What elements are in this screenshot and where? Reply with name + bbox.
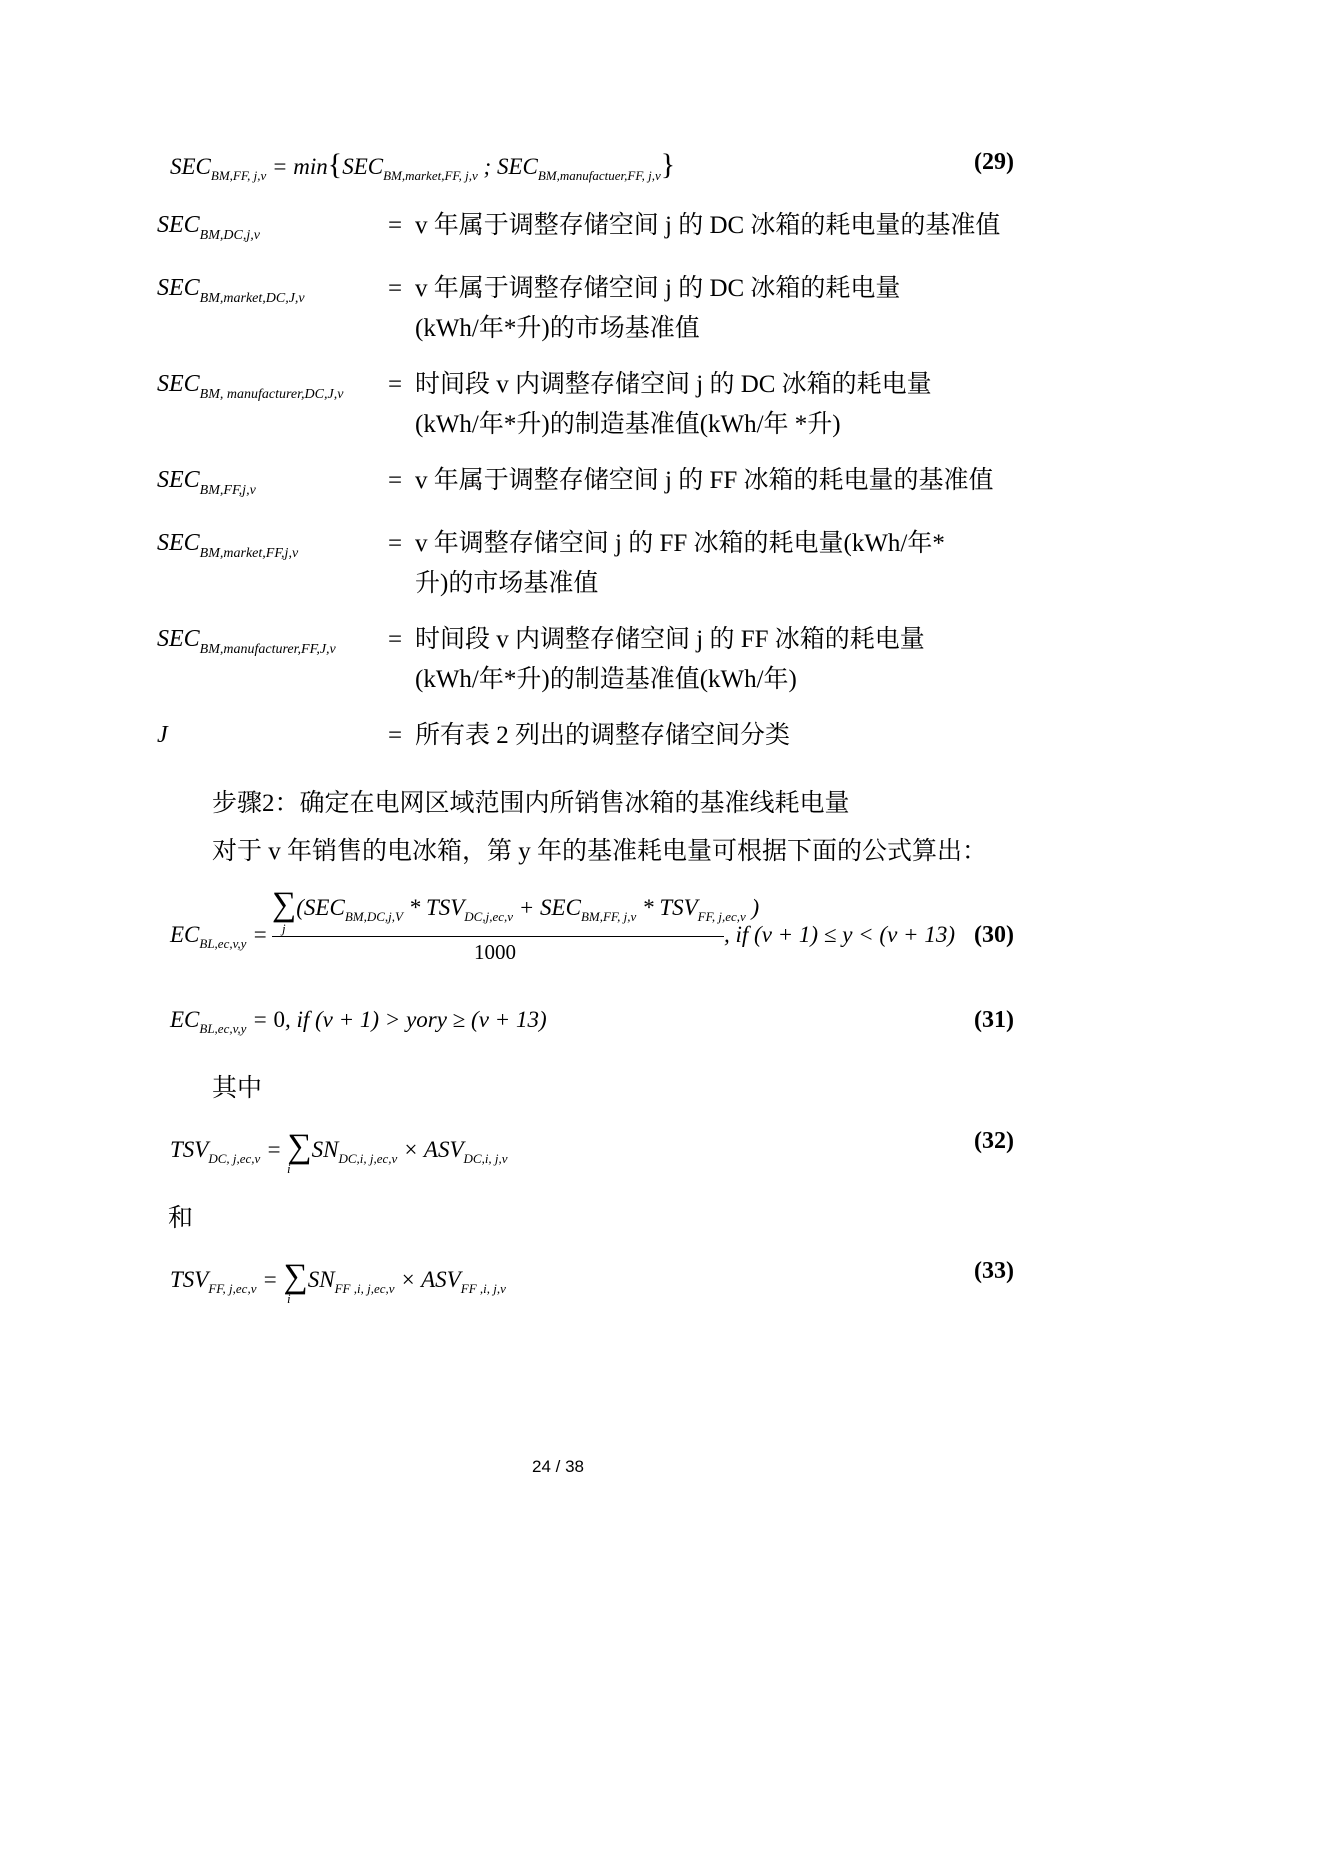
symbol-sec-bm-manufacturer-ff: $SEC_{BM,manufacturer,FF,J,v}$	[157, 626, 336, 657]
equals-sign: =	[388, 467, 403, 494]
equals-sign: =	[388, 275, 403, 302]
definition-text: v 年属于调整存储空间 j 的 DC 冰箱的耗电量(kWh/年*升)的市场基准值	[415, 275, 901, 342]
equation-number-30: (30)	[974, 922, 1014, 948]
where-label: 其中	[212, 1075, 263, 1102]
symbol-sec-bm-dc: $SEC_{BM,DC,j,v}$	[157, 212, 260, 243]
equals-sign: =	[388, 722, 403, 749]
formula-30-numerator: $\sum(SEC_{BM,DC,j,V} * TSV_{DC,j,ec,v} + SEC_{BM,FF, j,v} * TSV_{FF, j,ec,v}$ )	[272, 886, 760, 924]
formula-30-denominator: 1000	[474, 940, 516, 964]
equals-sign: =	[388, 371, 403, 398]
page-number: 24 / 38	[532, 1457, 584, 1476]
formula-30-lhs: $EC_{BL,ec,v,y}$ =	[170, 922, 268, 951]
equals-sign: =	[388, 212, 403, 239]
equation-number-31: (31)	[974, 1007, 1014, 1033]
definition-text: 时间段 v 内调整存储空间 j 的 FF 冰箱的耗电量(kWh/年*升)的制造基准值(kWh/年)	[415, 626, 925, 693]
formula-30-condition: , if (v + 1) ≤ y < (v + 13)	[724, 922, 955, 947]
equation-number-29: (29)	[974, 149, 1014, 175]
definition-text: 时间段 v 内调整存储空间 j 的 DC 冰箱的耗电量(kWh/年*升)的制造基准值(kWh/年 *升)	[415, 371, 932, 438]
fraction-line	[272, 936, 724, 937]
sum-index-j: j	[282, 921, 286, 936]
and-label: 和	[168, 1205, 194, 1232]
symbol-j: J	[157, 722, 168, 748]
sum-index-i: i	[287, 1291, 291, 1306]
symbol-sec-bm-market-dc: $SEC_{BM,market,DC,J,v}$	[157, 275, 305, 306]
formula-29: $SEC_{BM,FF, j,v} = \min\{SEC_{BM,market,FF, j,v}$ ; $SEC_{BM,manufactuer,FF, j,v}$}	[170, 148, 676, 183]
definition-text: 所有表 2 列出的调整存储空间分类	[415, 722, 791, 749]
definition-text: v 年属于调整存储空间 j 的 DC 冰箱的耗电量的基准值	[415, 212, 1001, 239]
symbol-sec-bm-manufacturer-dc: $SEC_{BM, manufacturer,DC,J,v}$	[157, 371, 344, 402]
formula-33: $TSV_{FF, j,ec,v} = \sum SN_{FF ,i, j,ec,v} \times ASV_{FF ,i, j,v}$	[170, 1258, 506, 1296]
definition-text: v 年调整存储空间 j 的 FF 冰箱的耗电量(kWh/年*升)的市场基准值	[415, 530, 945, 597]
equals-sign: =	[388, 626, 403, 653]
symbol-sec-bm-market-ff: $SEC_{BM,market,FF,j,v}$	[157, 530, 299, 561]
formula-31: $EC_{BL,ec,v,y} = 0$, if (v + 1) > yory ≥ (v + 13)	[170, 1007, 547, 1036]
symbol-sec-bm-ff: $SEC_{BM,FF,j,v}$	[157, 467, 256, 498]
equals-sign: =	[388, 530, 403, 557]
sum-index-i: i	[287, 1161, 291, 1176]
formula-30-intro: 对于 v 年销售的电冰箱，第 y 年的基准耗电量可根据下面的公式算出：	[212, 838, 988, 865]
step-2-heading: 步骤2：确定在电网区域范围内所销售冰箱的基准线耗电量	[212, 790, 850, 817]
formula-32: $TSV_{DC, j,ec,v} = \sum SN_{DC,i, j,ec,v} \times ASV_{DC,i, j,v}$	[170, 1128, 508, 1166]
definition-text: v 年属于调整存储空间 j 的 FF 冰箱的耗电量的基准值	[415, 467, 994, 494]
equation-number-32: (32)	[974, 1128, 1014, 1154]
equation-number-33: (33)	[974, 1258, 1014, 1284]
